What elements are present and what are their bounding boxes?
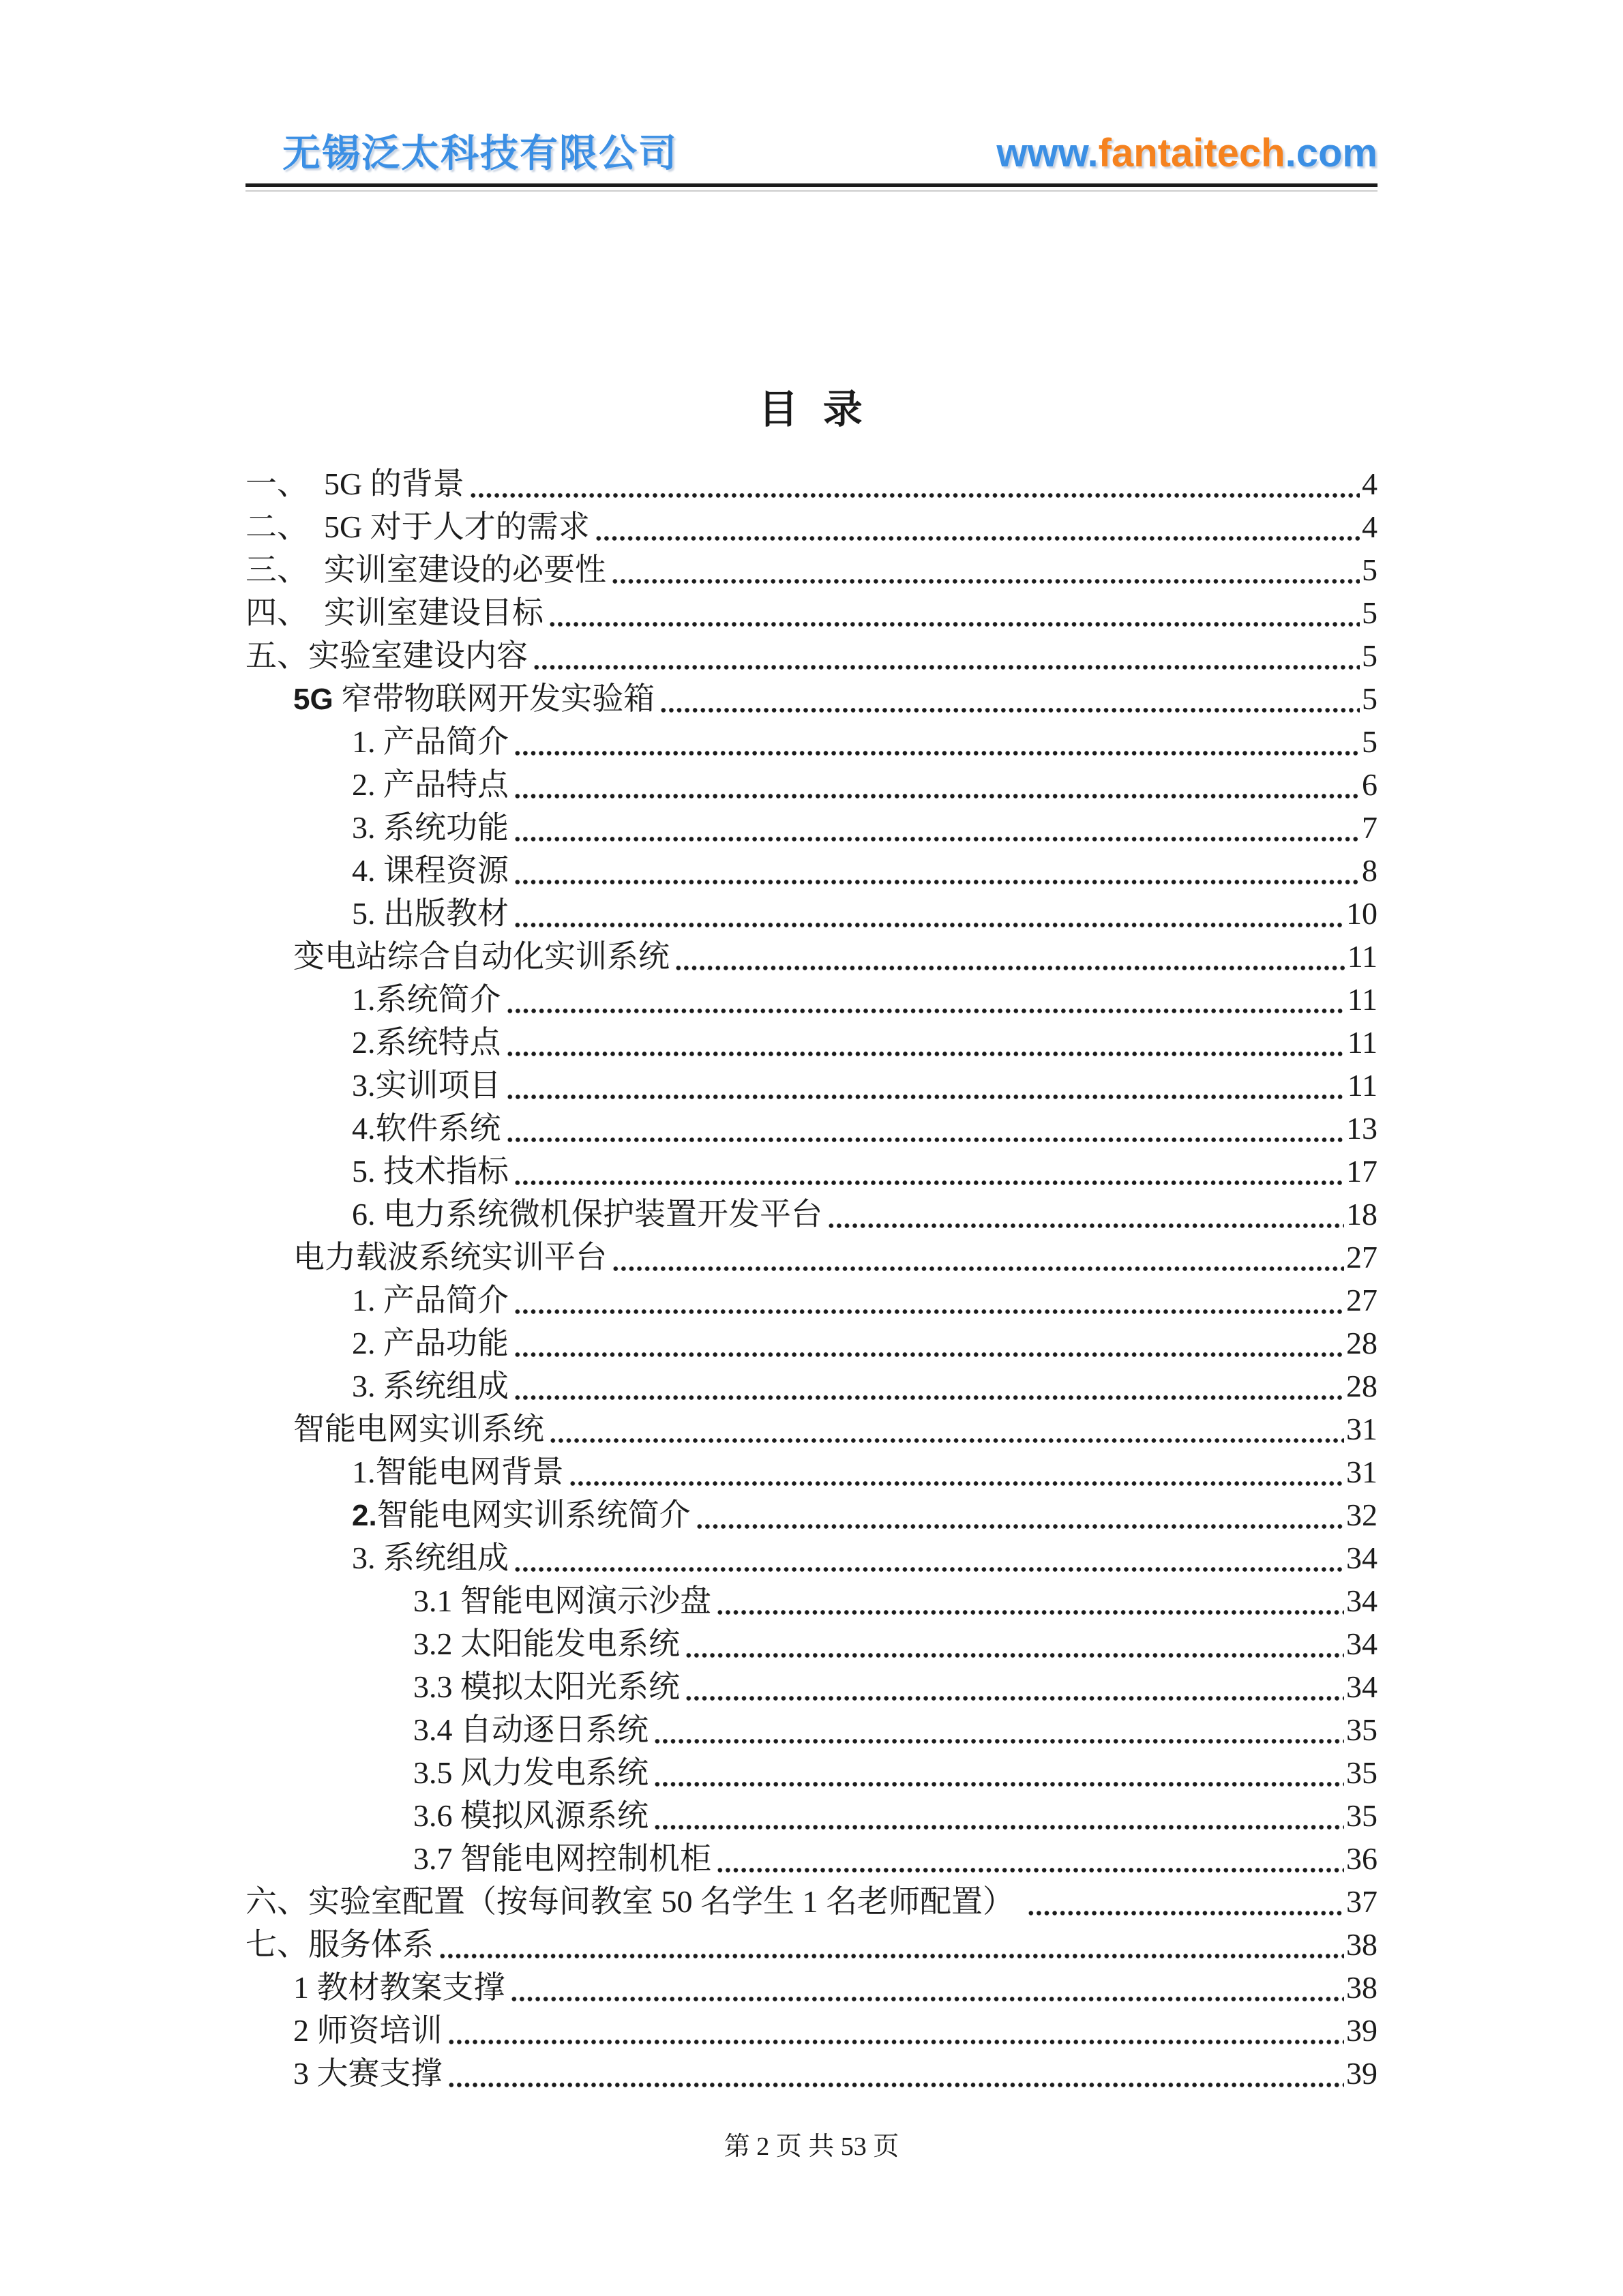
toc-entry-label: 6. 电力系统微机保护装置开发平台 (352, 1197, 822, 1232)
leader-dots (506, 1009, 1345, 1013)
leader-dots (674, 966, 1345, 970)
toc-row[interactable] (245, 763, 1378, 806)
toc-entry-text (245, 591, 544, 634)
toc-entry-text (352, 763, 509, 806)
leader-dots (510, 1997, 1345, 2001)
toc-entry-text (245, 1923, 434, 1966)
toc-entry-page: 7 (1362, 810, 1378, 845)
toc-entry-page: 11 (1347, 1025, 1378, 1060)
toc-entry-page: 6 (1362, 767, 1378, 802)
leader-dots (469, 493, 1360, 498)
toc-entry-text (352, 720, 509, 763)
toc-row[interactable] (245, 1665, 1378, 1708)
toc-entry-page: 5 (1362, 552, 1378, 587)
toc-entry-label: 3.7 智能电网控制机柜 (413, 1841, 711, 1876)
leader-dots (513, 1352, 1344, 1357)
toc-entry-text (245, 548, 606, 591)
toc-entry-text (413, 1622, 680, 1665)
toc-entry-label: 1.智能电网背景 (352, 1455, 564, 1489)
toc-entry-text (293, 935, 670, 978)
leader-dots (513, 1180, 1344, 1185)
leader-dots (438, 1954, 1344, 1958)
leader-dots (513, 837, 1360, 841)
toc-entry-text (245, 634, 528, 677)
toc-entry-page: 32 (1346, 1497, 1378, 1532)
toc-entry-page: 34 (1346, 1540, 1378, 1575)
page-footer (0, 2132, 1623, 2162)
toc-row[interactable] (245, 505, 1378, 548)
toc-row[interactable] (245, 935, 1378, 978)
toc-entry-text (352, 1450, 564, 1493)
toc-row[interactable] (245, 548, 1378, 591)
toc-entry-page: 4 (1362, 466, 1378, 501)
toc-row[interactable] (245, 720, 1378, 763)
toc-entry-label: 1.系统简介 (352, 982, 501, 1017)
leader-dots (513, 923, 1344, 927)
leader-dots (513, 1567, 1344, 1572)
toc-entry-label: 窄带物联网开发实验箱 (333, 681, 655, 716)
toc-entry-text (245, 1880, 1022, 1923)
toc-entry-text (352, 1193, 822, 1236)
leader-dots (549, 1438, 1344, 1443)
toc-entry-page: 5 (1362, 595, 1378, 630)
toc-entry-text (293, 2052, 443, 2095)
toc-entry-label: 3. 系统组成 (352, 1369, 509, 1403)
toc-row[interactable] (245, 1923, 1378, 1966)
leader-dots (716, 1868, 1344, 1873)
leader-dots (685, 1696, 1344, 1701)
toc-row[interactable] (245, 1150, 1378, 1193)
toc-entry-page: 34 (1346, 1583, 1378, 1618)
toc-entry-label: 七、服务体系 (245, 1927, 434, 1962)
toc-row[interactable] (245, 1107, 1378, 1150)
toc-entry-text (413, 1708, 649, 1751)
toc-entry-label: 二、 5G 对于人才的需求 (245, 509, 590, 544)
toc-entry-label: 4.软件系统 (352, 1111, 501, 1146)
toc-entry-label: 2. 产品特点 (352, 767, 509, 802)
toc-entry-label: 1. 产品简介 (352, 1283, 509, 1317)
toc-entry-text (293, 1236, 607, 1279)
page-indicator: 第 2 页 共 53 页 (724, 2132, 899, 2161)
toc-entry-page: 4 (1362, 509, 1378, 544)
toc-entry-page: 35 (1346, 1712, 1378, 1747)
toc-entry-page: 11 (1347, 982, 1378, 1017)
toc-entry-text (352, 849, 509, 892)
company-name: 无锡泛太科技有限公司 (282, 132, 678, 175)
toc-entry-text (293, 677, 655, 720)
toc-row[interactable] (245, 1236, 1378, 1279)
leader-dots (506, 1094, 1345, 1099)
leader-dots (685, 1653, 1344, 1658)
toc-entry-page: 38 (1346, 1927, 1378, 1962)
toc-entry-page: 31 (1346, 1412, 1378, 1446)
toc-entry-page: 18 (1346, 1197, 1378, 1232)
toc-entry-page: 35 (1346, 1798, 1378, 1833)
toc-entry-label: 3.5 风力发电系统 (413, 1755, 649, 1790)
leader-dots (447, 2083, 1345, 2087)
toc-entry-text (352, 1064, 501, 1107)
toc-list (245, 462, 1378, 2095)
leader-dots (447, 2040, 1345, 2044)
toc-entry-text (293, 2009, 443, 2052)
toc-entry-page: 5 (1362, 638, 1378, 673)
leader-dots (653, 1782, 1344, 1787)
toc-entry-page: 27 (1346, 1283, 1378, 1317)
toc-row[interactable] (245, 806, 1378, 849)
toc-entry-page: 34 (1346, 1669, 1378, 1704)
toc-entry-text (352, 1322, 509, 1365)
toc-entry-label: 3.1 智能电网演示沙盘 (413, 1583, 711, 1618)
toc-entry-text (413, 1751, 649, 1794)
leader-dots (506, 1137, 1345, 1142)
toc-row[interactable] (245, 1536, 1378, 1579)
toc-entry-label: 3. 系统功能 (352, 810, 509, 845)
toc-entry-page: 13 (1346, 1111, 1378, 1146)
header-rule (245, 183, 1378, 187)
leader-dots (1027, 1911, 1345, 1915)
toc-entry-page: 36 (1346, 1841, 1378, 1876)
toc-row[interactable] (245, 1322, 1378, 1365)
toc-entry-page: 35 (1346, 1755, 1378, 1790)
toc-entry-text (352, 1021, 501, 1064)
toc-entry-page: 37 (1346, 1884, 1378, 1919)
toc-row[interactable] (245, 1064, 1378, 1107)
toc-entry-page: 34 (1346, 1626, 1378, 1661)
leader-dots (659, 708, 1360, 713)
toc-entry-label: 五、实验室建设内容 (245, 638, 528, 673)
toc-row[interactable] (245, 1450, 1378, 1493)
leader-dots (513, 1395, 1344, 1400)
toc-entry-text (245, 505, 590, 548)
leader-dots (595, 536, 1360, 541)
toc-entry-label: 3 大赛支撑 (293, 2056, 443, 2091)
toc-row[interactable] (245, 2009, 1378, 2052)
leader-dots (716, 1610, 1344, 1615)
toc-row[interactable] (245, 1751, 1378, 1794)
toc-entry-label: 电力载波系统实训平台 (293, 1240, 607, 1274)
toc-entry-label: 3.4 自动逐日系统 (413, 1712, 649, 1747)
toc-entry-label: 3.6 模拟风源系统 (413, 1798, 649, 1833)
toc-entry-text (352, 1493, 691, 1536)
toc-entry-label: 3.2 太阳能发电系统 (413, 1626, 680, 1661)
leader-dots (827, 1223, 1344, 1228)
toc-entry-text (352, 806, 509, 849)
toc-entry-page: 8 (1362, 853, 1378, 888)
toc-entry-page: 39 (1346, 2056, 1378, 2091)
toc-entry-label: 六、实验室配置（按每间教室 50 名学生 1 名老师配置） (245, 1884, 1022, 1919)
toc-entry-page: 27 (1346, 1240, 1378, 1274)
toc-row[interactable] (245, 1966, 1378, 2009)
toc-row[interactable] (245, 677, 1378, 720)
toc-entry-label: 2. 产品功能 (352, 1326, 509, 1360)
toc-entry-page: 31 (1346, 1455, 1378, 1489)
site-url (996, 130, 1378, 177)
leader-dots (653, 1739, 1344, 1744)
toc-row[interactable] (245, 1837, 1378, 1880)
header-rule-shadow (245, 190, 1378, 192)
toc-entry-text (352, 1536, 509, 1579)
leader-dots (513, 751, 1360, 756)
toc-entry-label: 变电站综合自动化实训系统 (293, 939, 670, 974)
toc-row[interactable] (245, 1794, 1378, 1837)
toc-entry-text (352, 1150, 509, 1193)
toc-entry-text (293, 1407, 544, 1450)
leader-dots (513, 794, 1360, 799)
toc-entry-label: 1 教材教案支撑 (293, 1970, 505, 2005)
toc-row[interactable] (245, 2052, 1378, 2095)
toc-entry-page: 5 (1362, 681, 1378, 716)
toc-entry-text (352, 1365, 509, 1407)
toc-row[interactable] (245, 892, 1378, 935)
url-domain: fantaitech (1098, 131, 1285, 175)
toc-entry-page: 28 (1346, 1369, 1378, 1403)
leader-dots (653, 1825, 1344, 1830)
leader-dots (513, 1309, 1344, 1314)
toc-entry-label: 2.系统特点 (352, 1025, 501, 1060)
toc-entry-page: 39 (1346, 2013, 1378, 2048)
toc-entry-text (352, 892, 509, 935)
toc-entry-text (245, 462, 464, 505)
toc-entry-label: 智能电网实训系统简介 (376, 1497, 691, 1532)
leader-dots (569, 1481, 1345, 1486)
toc-entry-label: 2 师资培训 (293, 2013, 443, 2048)
toc-entry-prefix: 5G (293, 683, 333, 716)
toc-row[interactable] (245, 1622, 1378, 1665)
toc-entry-page: 11 (1347, 939, 1378, 974)
toc-entry-page: 5 (1362, 724, 1378, 759)
toc-entry-text (413, 1665, 680, 1708)
toc-row[interactable] (245, 1021, 1378, 1064)
toc-row[interactable] (245, 462, 1378, 505)
toc-row[interactable] (245, 1493, 1378, 1536)
toc-entry-label: 3. 系统组成 (352, 1540, 509, 1575)
toc-entry-label: 5. 技术指标 (352, 1154, 509, 1189)
toc-row[interactable] (245, 1193, 1378, 1236)
page-title: 目 录 (758, 387, 865, 432)
leader-dots (506, 1052, 1345, 1056)
toc-entry-page: 38 (1346, 1970, 1378, 2005)
toc-entry-prefix: 2. (352, 1499, 377, 1532)
toc-entry-page: 10 (1346, 896, 1378, 931)
toc-row[interactable] (245, 634, 1378, 677)
toc-entry-text (352, 1279, 509, 1322)
toc-entry-text (413, 1837, 711, 1880)
toc-entry-label: 四、 实训室建设目标 (245, 595, 544, 630)
toc-entry-text (293, 1966, 505, 2009)
leader-dots (696, 1524, 1344, 1529)
leader-dots (611, 579, 1360, 584)
leader-dots (612, 1266, 1344, 1271)
toc-entry-label: 智能电网实训系统 (293, 1412, 544, 1446)
toc-entry-label: 一、 5G 的背景 (245, 466, 464, 501)
toc-row[interactable] (245, 1365, 1378, 1407)
toc-row[interactable] (245, 1407, 1378, 1450)
toc-entry-label: 3.实训项目 (352, 1068, 501, 1103)
url-www: www. (996, 131, 1099, 175)
toc-row[interactable] (245, 978, 1378, 1021)
toc-entry-label: 三、 实训室建设的必要性 (245, 552, 606, 587)
toc-entry-page: 11 (1347, 1068, 1378, 1103)
toc-entry-label: 1. 产品简介 (352, 724, 509, 759)
toc-entry-label: 5. 出版教材 (352, 896, 509, 931)
toc-entry-page: 17 (1346, 1154, 1378, 1189)
leader-dots (548, 622, 1360, 627)
toc-row[interactable] (245, 1579, 1378, 1622)
url-tld: .com (1285, 131, 1378, 175)
toc-row[interactable] (245, 849, 1378, 892)
toc-row[interactable] (245, 591, 1378, 634)
toc-row[interactable] (245, 1279, 1378, 1322)
toc-row[interactable] (245, 1708, 1378, 1751)
page-header (245, 0, 1378, 177)
toc-row[interactable] (245, 1880, 1378, 1923)
toc-entry-text (413, 1579, 711, 1622)
toc-entry-label: 3.3 模拟太阳光系统 (413, 1669, 680, 1704)
leader-dots (533, 665, 1360, 670)
leader-dots (513, 880, 1360, 884)
toc-entry-label: 4. 课程资源 (352, 853, 509, 888)
toc-entry-page: 28 (1346, 1326, 1378, 1360)
toc-entry-text (352, 1107, 501, 1150)
toc-entry-text (352, 978, 501, 1021)
toc-entry-text (413, 1794, 649, 1837)
